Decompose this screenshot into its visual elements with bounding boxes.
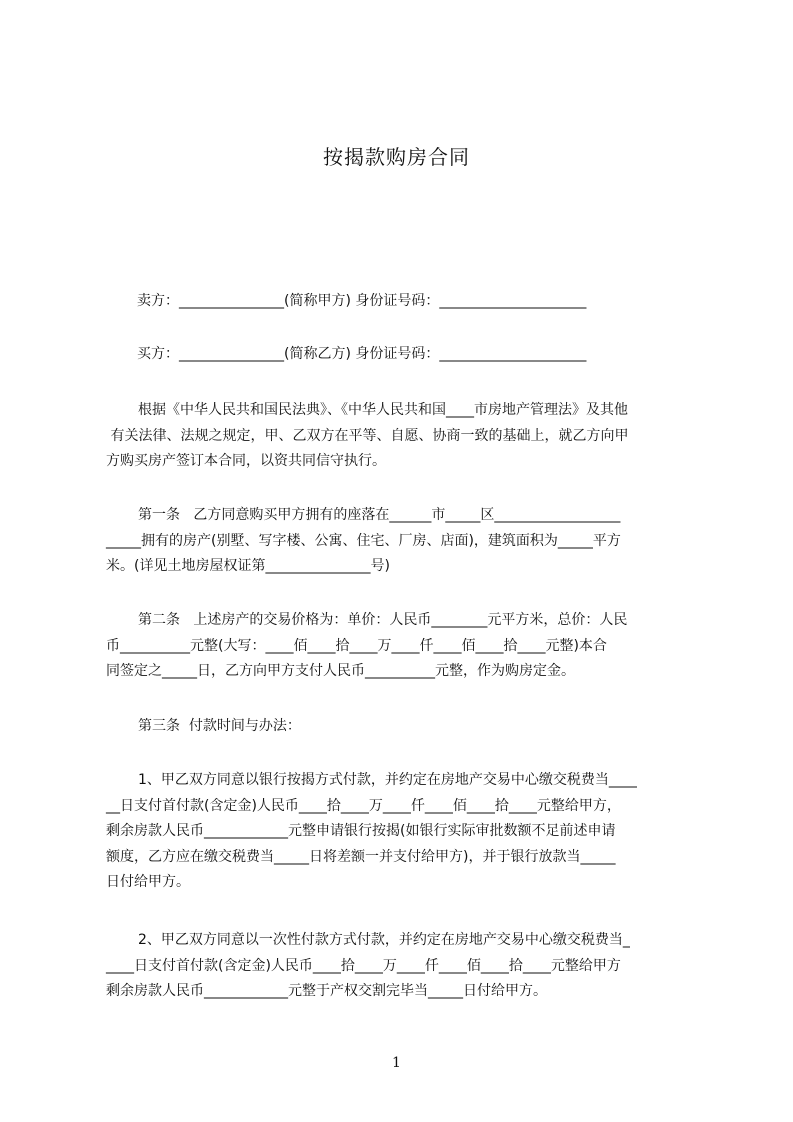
clause-1-line: 剩余房款人民币____________元整申请银行按揭(如银行实际审批数额不足前述申请	[106, 823, 616, 839]
preamble-line: 根据《中华人民共和国民法典》、《中华人民共和国____市房地产管理法》及其他	[138, 402, 628, 418]
article-2-line: 第二条 上述房产的交易价格为：单价：人民币________元平方米，总价：人民	[138, 612, 628, 628]
preamble-line: 方购买房产签订本合同，以资共同信守执行。	[106, 453, 386, 469]
article-1-line: 米。(详见土地房屋权证第_______________号)	[106, 558, 390, 574]
article-3-heading-block	[106, 714, 706, 740]
clause-1-line: 日付给甲方。	[106, 874, 190, 890]
clause-1-line: 1、甲乙双方同意以银行按揭方式付款，并约定在房地产交易中心缴交税费当____	[138, 772, 637, 788]
article-1-line: 第一条 乙方同意购买甲方拥有的座落在______市_____区__________________	[138, 507, 621, 523]
clause-2-line: 剩余房款人民币____________元整于产权交割完毕当_____日付给甲方。	[106, 983, 547, 999]
clause-1	[106, 768, 706, 896]
article-2-line: 同签定之_____日，乙方向甲方支付人民币__________元整，作为购房定金。	[106, 663, 575, 679]
clause-2-line: ____日支付首付款(含定金)人民币____拾____万____仟____佰____拾____元整给甲方	[106, 957, 621, 974]
clause-1-line: 额度，乙方应在缴交税费当_____日将差额一并支付给甲方)，并于银行放款当_____	[106, 848, 616, 865]
clause-2	[106, 928, 706, 1005]
article-2-line: 币__________元整(大写：____佰____拾____万____仟____佰____拾____元整)本合	[106, 637, 607, 654]
clause-2-line: 2、甲乙双方同意以一次性付款方式付款，并约定在房地产交易中心缴交税费当_	[138, 932, 630, 948]
preamble-line: 有关法律、法规之规定，甲、乙双方在平等、自愿、协商一致的基础上，就乙方向甲	[106, 427, 629, 444]
article-1	[106, 503, 706, 580]
article-3-heading: 第三条 付款时间与办法：	[138, 718, 301, 734]
buyer-line: 买方：_______________(简称乙方) 身份证号码：_____________________	[137, 346, 587, 362]
seller-line: 卖方：_______________(简称甲方) 身份证号码：_____________________	[137, 293, 587, 309]
clause-1-line: __日支付首付款(含定金)人民币____拾____万____仟____佰____拾____元整给甲方，	[106, 797, 621, 814]
contract-title: 按揭款购房合同	[323, 145, 470, 169]
article-1-line: _____拥有的房产(别墅、写字楼、公寓、住宅、厂房、店面)，建筑面积为_____平方	[106, 532, 621, 549]
article-2	[106, 608, 706, 685]
page-number: 1	[392, 1055, 401, 1071]
preamble-paragraph	[106, 398, 706, 475]
